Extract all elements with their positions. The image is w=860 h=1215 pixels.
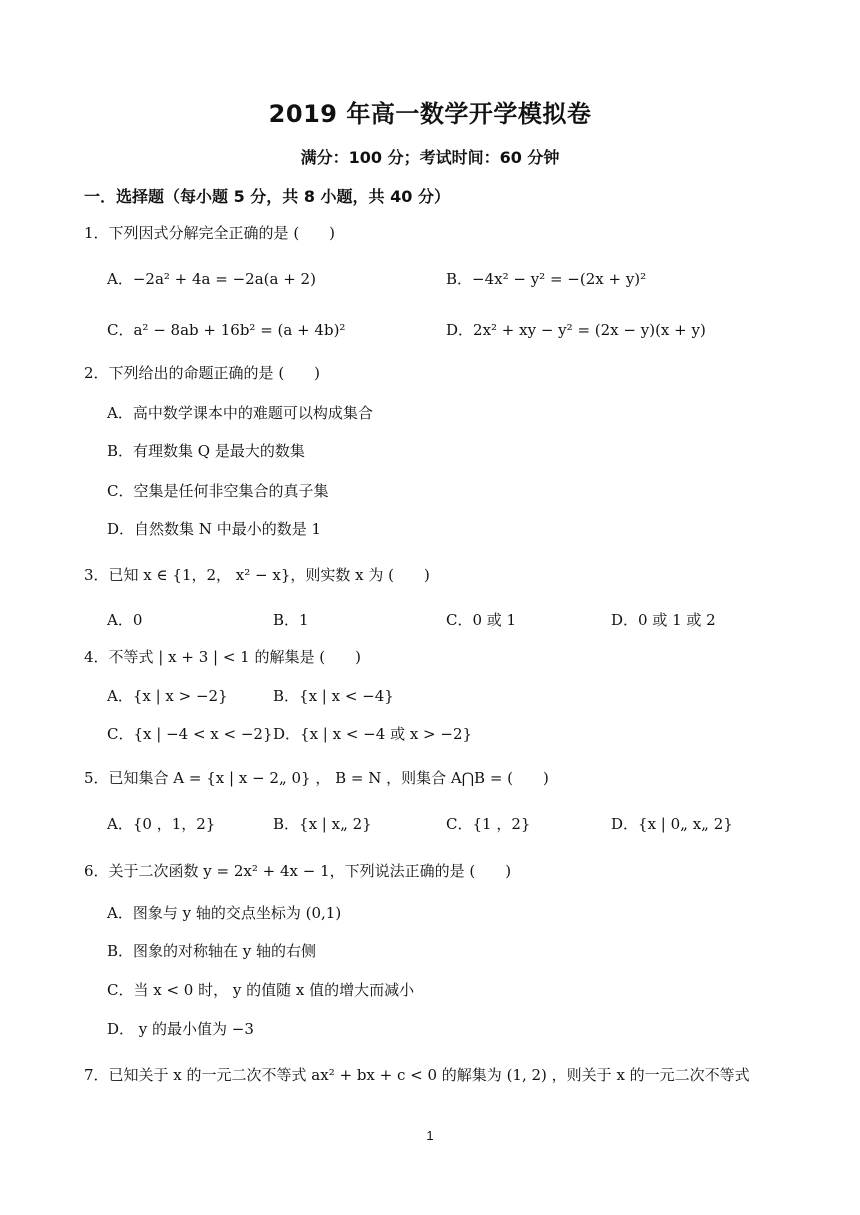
question-7-stem: 7．已知关于 x 的一元二次不等式 ax² + bx + c < 0 的解集为 (1, 2) ，则关于 x 的一元二次不等式 <box>84 1066 750 1084</box>
exam-info: 满分：100 分；考试时间：60 分钟 <box>300 148 560 167</box>
question-3-option-d: D．0 或 1 或 2 <box>611 611 716 629</box>
question-4-option-c: C．{x | −4 < x < −2} <box>107 725 273 743</box>
question-3-option-a: A．0 <box>107 611 143 629</box>
question-4-option-a: A．{x | x > −2} <box>107 687 228 705</box>
question-3-option-b: B．1 <box>273 611 309 629</box>
question-5-option-c: C．{1 ，2} <box>446 815 531 833</box>
section-heading: 一．选择题（每小题 5 分，共 8 小题，共 40 分） <box>84 187 450 206</box>
question-5-option-b: B．{x | x„ 2} <box>273 815 372 833</box>
question-1-option-a: A．−2a² + 4a = −2a(a + 2) <box>107 270 316 288</box>
question-2-option-d: D．自然数集 N 中最小的数是 1 <box>107 520 322 538</box>
question-6-stem: 6．关于二次函数 y = 2x² + 4x − 1，下列说法正确的是 ( ) <box>84 862 512 880</box>
question-3-stem: 3．已知 x ∈ {1，2， x² − x}，则实数 x 为 ( ) <box>84 566 430 584</box>
question-4-stem: 4．不等式 | x + 3 | < 1 的解集是 ( ) <box>84 648 361 666</box>
question-4-option-b: B．{x | x < −4} <box>273 687 394 705</box>
page-number: 1 <box>426 1128 434 1143</box>
question-6-option-a: A．图象与 y 轴的交点坐标为 (0,1) <box>107 904 342 922</box>
page-title: 2019 年高一数学开学模拟卷 <box>268 100 592 128</box>
question-6-option-c: C．当 x < 0 时， y 的值随 x 值的增大而减小 <box>107 981 415 999</box>
question-2-option-c: C．空集是任何非空集合的真子集 <box>107 482 329 500</box>
question-1-option-c: C．a² − 8ab + 16b² = (a + 4b)² <box>107 321 346 339</box>
question-5-option-d: D．{x | 0„ x„ 2} <box>611 815 733 833</box>
question-2-stem: 2．下列给出的命题正确的是 ( ) <box>84 364 321 382</box>
question-1-option-b: B．−4x² − y² = −(2x + y)² <box>446 270 647 288</box>
question-6-option-d: D． y 的最小值为 −3 <box>107 1020 254 1038</box>
question-1-option-d: D．2x² + xy − y² = (2x − y)(x + y) <box>446 321 706 339</box>
question-6-option-b: B．图象的对称轴在 y 轴的右侧 <box>107 942 317 960</box>
question-2-option-b: B．有理数集 Q 是最大的数集 <box>107 442 305 460</box>
question-5-option-a: A．{0 ，1，2} <box>107 815 216 833</box>
question-3-option-c: C．0 或 1 <box>446 611 517 629</box>
question-5-stem: 5．已知集合 A = {x | x − 2„ 0} ， B = N ，则集合 A⋂B = ( ) <box>84 769 549 787</box>
question-4-option-d: D．{x | x < −4 或 x > −2} <box>273 725 473 743</box>
question-1-stem: 1．下列因式分解完全正确的是 ( ) <box>84 224 336 242</box>
question-2-option-a: A．高中数学课本中的难题可以构成集合 <box>107 404 373 422</box>
